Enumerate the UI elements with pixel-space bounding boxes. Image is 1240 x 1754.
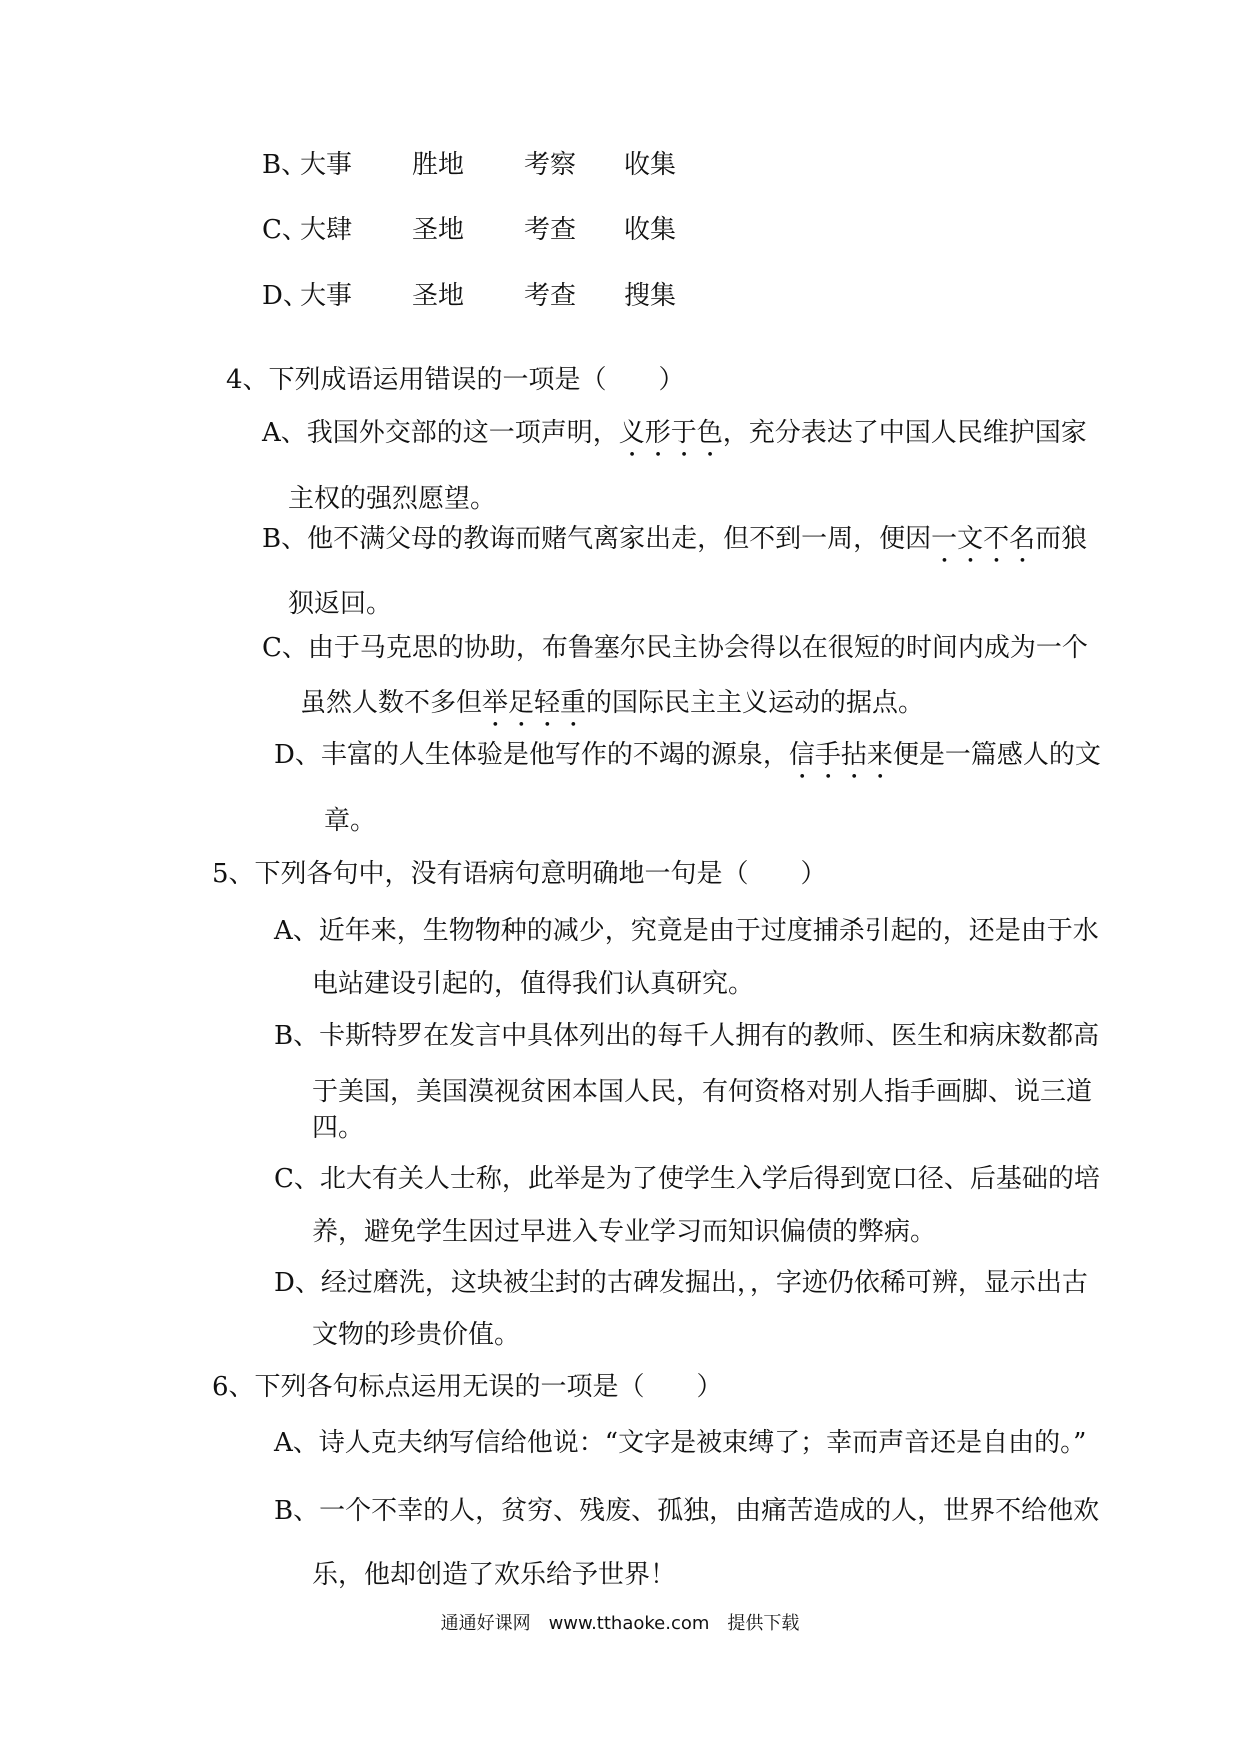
q4-option-d [274,738,1101,785]
q4-option-a-post: ，充分表达了中国人民维护国家 [722,418,1087,448]
q5-option-b-line1: B、卡斯特罗在发言中具体列出的每千人拥有的教师、医生和病床数都高 [274,1021,1100,1051]
q4-option-b-post: 而狼 [1035,524,1088,554]
q5-option-d-line1: D、经过磨洗，这块被尘封的古碑发掘出，，字迹仍依稀可辨，显示出古 [274,1268,1088,1298]
footer-download-note: 通通好课网 www.tthaoke.com 提供下载 [440,1613,800,1634]
q4-option-b-emphasis: 一文不名 [931,524,1036,554]
q3-option-d-word1: 大事 [300,281,353,311]
q4-option-d-line2: 章。 [324,806,377,836]
q5-stem: 5、下列各句中，没有语病句意明确地一句是（ ） [212,859,827,889]
q5-option-a-line1: A、近年来，生物物种的减少，究竟是由于过度捕杀引起的，还是由于水 [274,916,1099,946]
q5-option-d-line2: 文物的珍贵价值。 [312,1320,521,1350]
q3-option-d-word4: 搜集 [624,281,677,311]
q4-option-c-emphasis: 举足轻重 [482,688,587,718]
q4-option-b-line2: 狈返回。 [288,589,393,619]
q3-option-b-word4: 收集 [624,150,677,180]
q3-option-c-word1: 大肆 [300,215,353,245]
q4-option-a-line2: 主权的强烈愿望。 [288,484,497,514]
q5-option-a-line2: 电站建设引起的，值得我们认真研究。 [312,969,755,999]
q3-option-b-label: B、 [262,150,308,180]
q4-option-c-line2 [300,686,924,733]
q3-option-b-word1: 大事 [300,150,353,180]
q4-option-a-emphasis: 义形于色 [618,418,723,448]
q3-option-d-word3: 考查 [524,281,577,311]
q5-option-c-line1: C、北大有关人士称，此举是为了使学生入学后得到宽口径、后基础的培 [274,1164,1100,1194]
q4-option-d-post: 便是一篇感人的文 [892,740,1101,770]
q4-option-d-pre: D、丰富的人生体验是他写作的不竭的源泉， [274,740,789,770]
q3-option-c-word2: 圣地 [412,215,465,245]
q4-option-c-pre: 虽然人数不多但 [300,688,483,718]
q5-option-b-line3: 四。 [312,1113,365,1143]
q4-option-c-line1: C、由于马克思的协助，布鲁塞尔民主协会得以在很短的时间内成为一个 [262,633,1088,663]
q3-option-d-word2: 圣地 [412,281,465,311]
q3-option-b-word3: 考察 [524,150,577,180]
q3-option-c-label: C、 [262,215,308,245]
q3-option-d-label: D、 [262,281,309,311]
q6-option-a-line1: A、诗人克夫纳写信给他说：“文字是被束缚了；幸而声音还是自由的。” [274,1428,1087,1458]
q3-option-b-word2: 胜地 [412,150,465,180]
q5-option-c-line2: 养，避免学生因过早进入专业学习而知识偏债的弊病。 [312,1217,937,1247]
q4-option-a-pre: A、我国外交部的这一项声明， [262,418,619,448]
q4-option-c-post: 的国际民主主义运动的据点。 [586,688,925,718]
q4-option-d-emphasis: 信手拈来 [788,740,893,770]
q5-option-b-line2: 于美国，美国漠视贫困本国人民，有何资格对别人指手画脚、说三道 [312,1077,1093,1107]
q6-option-b-line2: 乐，他却创造了欢乐给予世界！ [312,1560,677,1590]
q4-stem: 4、下列成语运用错误的一项是（ ） [226,365,685,395]
q3-option-c-word3: 考查 [524,215,577,245]
q3-option-c-word4: 收集 [624,215,677,245]
q6-option-b-line1: B、一个不幸的人，贫穷、残废、孤独，由痛苦造成的人，世界不给他欢 [274,1496,1100,1526]
q4-option-b [262,522,1087,569]
q4-option-a [262,416,1087,463]
q4-option-b-pre: B、他不满父母的教诲而赌气离家出走，但不到一周，便因 [262,524,932,554]
q6-stem: 6、下列各句标点运用无误的一项是（ ） [212,1372,723,1402]
